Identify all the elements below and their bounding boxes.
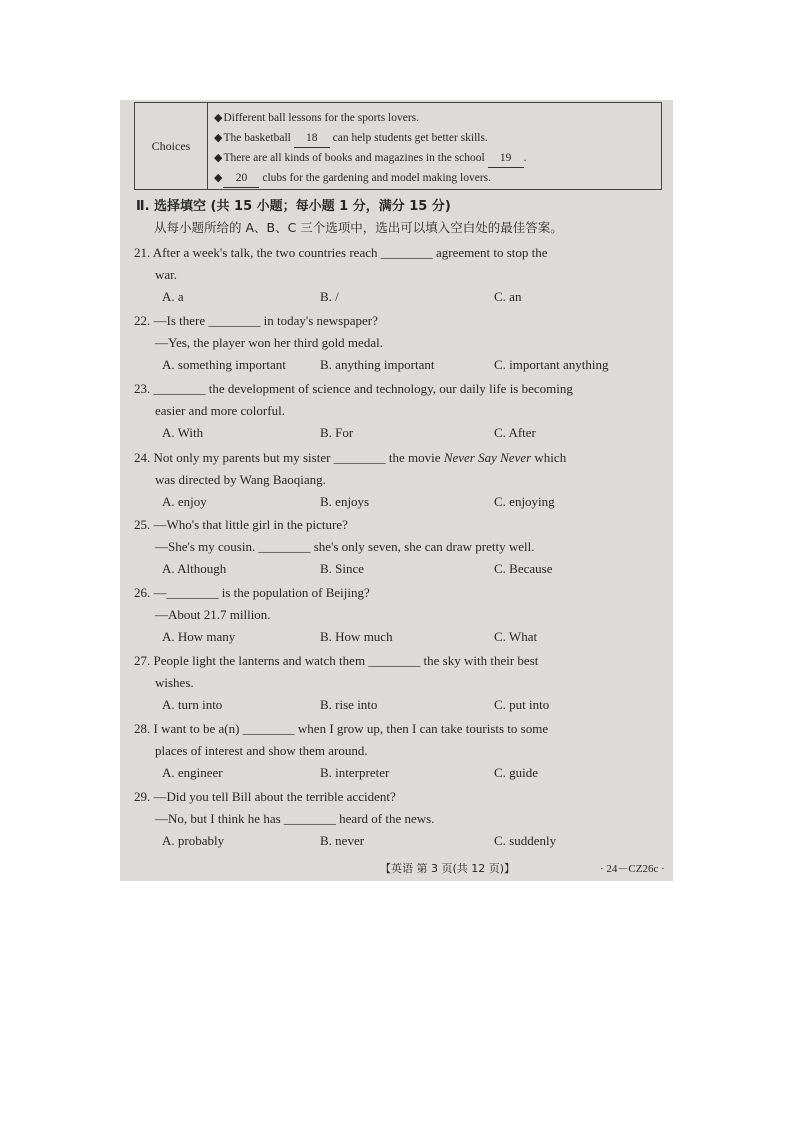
question-23 xyxy=(134,378,654,444)
option-b: B. rise into xyxy=(320,697,378,712)
question-line xyxy=(134,378,654,400)
question-text: I want to be a(n) ________ when I grow up, then I can take tourists to some xyxy=(153,721,549,736)
choice-text: can help students get better skills. xyxy=(329,132,488,144)
option-row xyxy=(134,830,654,852)
question-text: —Is there ________ in today's newspaper? xyxy=(153,313,378,328)
question-text: —About 21.7 million. xyxy=(155,607,271,622)
question-number: 27. xyxy=(134,653,151,668)
question-22 xyxy=(134,310,654,376)
option-c: C. Because xyxy=(494,561,553,576)
question-27 xyxy=(134,650,654,716)
blank-19: 19 xyxy=(488,149,524,168)
question-text: wishes. xyxy=(155,675,194,690)
option-row xyxy=(134,422,654,444)
footer-code: · 24－CZ26c · xyxy=(600,863,665,875)
option-row xyxy=(134,558,654,580)
question-line xyxy=(134,400,654,422)
question-line xyxy=(134,536,654,558)
question-text: —She's my cousin. ________ she's only seven, she can draw pretty well. xyxy=(155,539,535,554)
option-b: B. never xyxy=(320,833,365,848)
question-text: —________ is the population of Beijing? xyxy=(153,585,370,600)
blank-20: 20 xyxy=(223,169,259,188)
choice-line xyxy=(214,109,661,129)
section-instruction: 从每小题所给的 A、B、C 三个选项中，选出可以填入空白处的最佳答案。 xyxy=(154,220,563,235)
option-c: C. enjoying xyxy=(494,494,555,509)
option-c: C. suddenly xyxy=(494,833,557,848)
exam-page xyxy=(120,100,673,881)
option-a: A. a xyxy=(162,289,184,304)
question-line xyxy=(134,582,654,604)
option-a: A. enjoy xyxy=(162,494,207,509)
question-text: —Who's that little girl in the picture? xyxy=(153,517,348,532)
option-a: A. engineer xyxy=(162,765,223,780)
question-number: 23. xyxy=(134,381,151,396)
question-line xyxy=(134,447,654,469)
choices-lines xyxy=(208,103,661,189)
choice-text: The basketball xyxy=(223,132,294,144)
choice-text: Different ball lessons for the sports lovers. xyxy=(223,112,420,124)
question-line xyxy=(134,650,654,672)
option-c: C. After xyxy=(494,425,536,440)
question-line xyxy=(134,672,654,694)
option-b: B. / xyxy=(320,289,339,304)
option-a: A. With xyxy=(162,425,204,440)
option-row xyxy=(134,762,654,784)
option-row xyxy=(134,694,654,716)
question-line xyxy=(134,604,654,626)
question-text: ________ the development of science and technology, our daily life is becoming xyxy=(153,381,573,396)
question-text: People light the lanterns and watch them ________ the sky with their best xyxy=(153,653,539,668)
question-text: war. xyxy=(155,267,178,282)
question-number: 28. xyxy=(134,721,151,736)
choices-label: Choices xyxy=(135,103,208,189)
question-text: was directed by Wang Baoqiang. xyxy=(155,472,326,487)
choice-text: . xyxy=(523,152,527,164)
question-number: 25. xyxy=(134,517,151,532)
choice-text: clubs for the gardening and model making lovers. xyxy=(259,172,492,184)
choice-line xyxy=(214,149,661,169)
question-text: Not only my parents but my sister ________ the movie Never Say Never which xyxy=(153,450,567,465)
question-24 xyxy=(134,447,654,513)
question-line xyxy=(134,264,654,286)
diamond-bullet-icon: ◆ xyxy=(214,132,223,144)
option-c: C. an xyxy=(494,289,522,304)
question-line xyxy=(134,514,654,536)
question-29 xyxy=(134,786,654,852)
question-number: 26. xyxy=(134,585,151,600)
diamond-bullet-icon: ◆ xyxy=(214,112,223,124)
question-line xyxy=(134,469,654,491)
option-b: B. Since xyxy=(320,561,365,576)
question-21 xyxy=(134,242,654,308)
option-a: A. probably xyxy=(162,833,225,848)
question-number: 21. xyxy=(134,245,151,260)
option-b: B. How much xyxy=(320,629,393,644)
option-a: A. turn into xyxy=(162,697,223,712)
option-b: B. interpreter xyxy=(320,765,390,780)
question-line xyxy=(134,242,654,264)
question-text: easier and more colorful. xyxy=(155,403,285,418)
choice-line xyxy=(214,129,661,149)
question-line xyxy=(134,332,654,354)
question-line xyxy=(134,718,654,740)
diamond-bullet-icon: ◆ xyxy=(214,152,223,164)
question-line xyxy=(134,808,654,830)
option-c: C. put into xyxy=(494,697,550,712)
footer-page-info: 【英语 第 3 页(共 12 页)】 xyxy=(380,862,516,875)
option-c: C. What xyxy=(494,629,538,644)
option-row xyxy=(134,286,654,308)
option-c: C. guide xyxy=(494,765,539,780)
option-b: B. anything important xyxy=(320,357,435,372)
option-b: B. For xyxy=(320,425,354,440)
option-a: A. Although xyxy=(162,561,227,576)
question-line xyxy=(134,740,654,762)
question-text: places of interest and show them around. xyxy=(155,743,368,758)
section-title: Ⅱ. 选择填空 (共 15 小题；每小题 1 分，满分 15 分) xyxy=(136,199,451,214)
blank-18: 18 xyxy=(294,129,330,148)
option-c: C. important anything xyxy=(494,357,609,372)
option-b: B. enjoys xyxy=(320,494,370,509)
option-row xyxy=(134,491,654,513)
option-a: A. How many xyxy=(162,629,236,644)
choices-table xyxy=(134,102,662,190)
option-row xyxy=(134,626,654,648)
question-line xyxy=(134,786,654,808)
question-number: 22. xyxy=(134,313,151,328)
question-number: 29. xyxy=(134,789,151,804)
question-text: —Did you tell Bill about the terrible accident? xyxy=(153,789,396,804)
question-text: —No, but I think he has ________ heard of the news. xyxy=(155,811,435,826)
question-28 xyxy=(134,718,654,784)
option-a: A. something important xyxy=(162,357,286,372)
choice-text: There are all kinds of books and magazines in the school xyxy=(223,152,488,164)
question-text: —Yes, the player won her third gold medal. xyxy=(155,335,383,350)
question-line xyxy=(134,310,654,332)
choice-line xyxy=(214,169,661,189)
question-number: 24. xyxy=(134,450,151,465)
question-25 xyxy=(134,514,654,580)
page-footer xyxy=(120,858,673,878)
diamond-bullet-icon: ◆ xyxy=(214,172,223,184)
question-26 xyxy=(134,582,654,648)
question-text: After a week's talk, the two countries reach ________ agreement to stop the xyxy=(152,245,548,260)
option-row xyxy=(134,354,654,376)
